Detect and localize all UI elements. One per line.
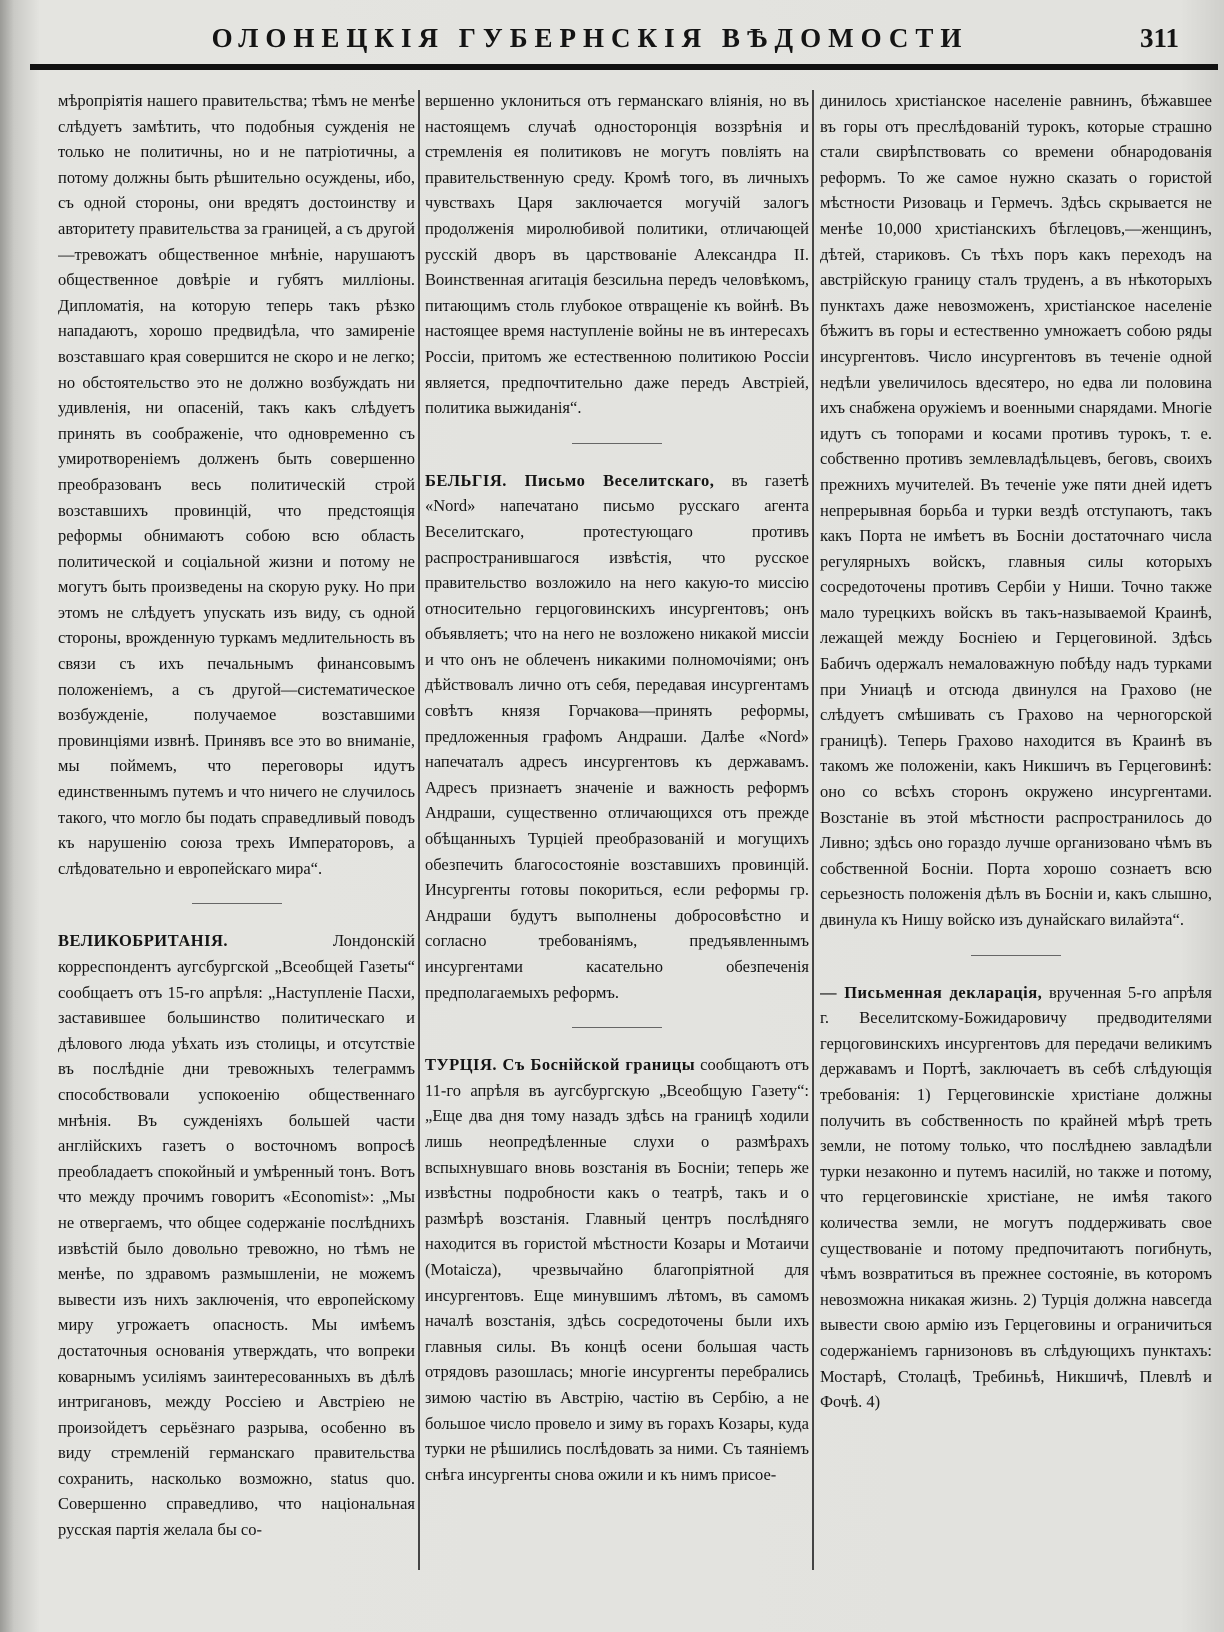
column-2 (425, 88, 809, 1620)
column-1 (58, 88, 415, 1620)
header-rule (30, 64, 1218, 70)
article-separator (192, 903, 282, 904)
article-heading: ВЕЛИКОБРИТАНІЯ. (58, 931, 229, 951)
article-great-britain (58, 928, 415, 1542)
article-body: сообщаютъ отъ 11-го апрѣля въ аугсбургскую „Всеобщую Газету“: „Еще два дня тому назадъ здѣсь на границѣ ходили лишь неопредѣленные слухи о размѣрахъ вспыхнувшаго вновь возстанія въ Босніи; теперь же извѣстны подробности какъ о театрѣ, такъ и о размѣрѣ возстанія. Главный центръ послѣдняго находится въ гористой мѣстности Козары и Мотаичи (Motaicza), чрезвычайно благопріятной для инсургентовъ. Еще минувшимъ лѣтомъ, въ самомъ началѣ возстанія, здѣсь сосредоточены были ихъ главныя силы. Въ концѣ осени большая часть отрядовъ разошлась; многіе инсургенты перебрались зимою частію въ Австрію, частію въ Сербію, а не большое число провело и зиму въ горахъ Козары, куда турки не рѣшились послѣдовать за ними. Съ таяніемъ снѣга инсургенты снова ожили и къ нимъ присое- (425, 1055, 809, 1484)
article-belgium (425, 468, 809, 1005)
article-body: врученная 5-го апрѣля г. Веселитскому-Божидаровичу предводителями герцоговинскихъ инсургентовъ для передачи великимъ державамъ и Портѣ, заключаетъ въ себѣ слѣдующія требованія: 1) Герцеговинскіе христіане должны получить въ собственность по крайней мѣрѣ треть земли, не потому только, что послѣднею завладѣли турки незаконно и путемъ насилій, но также и потому, что герцеговинскіе христіане, не имѣя такого количества земли, не могутъ поддерживать свое существованіе и потому предпочитаютъ погибнуть, чѣмъ возвратиться въ прежнее состояніе, въ которомъ невозможна никакая жизнь. 2) Турція должна навсегда вывести свою армію изъ Герцеговины и ограничиться содержаніемъ гарнизоновъ въ слѣдующихъ пунктахъ: Мостарѣ, Столацѣ, Требиньѣ, Никшичѣ, Плевлѣ и Фочѣ. 4) (820, 982, 1212, 1412)
newspaper-title: ОЛОНЕЦКІЯ ГУБЕРНСКІЯ ВѢДОМОСТИ (211, 23, 969, 53)
page-number: 311 (1140, 23, 1180, 53)
article-turkey (425, 1052, 809, 1487)
column-3 (820, 88, 1212, 1620)
article-heading: — Письменная декларація, (820, 982, 1043, 1002)
article-separator (572, 443, 662, 444)
article-continuation: вершенно уклониться отъ германскаго вліянія, но въ настоящемъ случаѣ односторонція воззрѣнія и стремленія ея политиковъ не могутъ повліять на правительственную среду. Кромѣ того, въ личныхъ чувствахъ Царя заключается могучій залогъ продолженія миролюбивой политики, отличающей русскій дворъ въ царствованіе Александра II. Воинственная агитація безсильна передъ человѣкомъ, питающимъ столь глубокое отвращеніе къ войнѣ. Въ настоящее время наступленіе войны не въ интересахъ Россіи, притомъ же естественною политикою Россіи является, предпочтительно даже передъ Австріей, политика выжиданія“. (425, 91, 809, 418)
article-separator (572, 1027, 662, 1028)
article-continuation: динилось христіанское населеніе равнинъ, бѣжавшее въ горы отъ преслѣдованій турокъ, которые страшно стали свирѣпствовать со времени обнародованія реформъ. То же самое нужно сказать о гористой мѣстности Ризоваць и Гермечъ. Здѣсь скрывается не менѣе 10,000 христіанскихъ бѣглецовъ,—женщинъ, дѣтей, стариковъ. Съ тѣхъ поръ какъ переходъ на австрійскую границу сталъ труденъ, а въ нѣкоторыхъ пунктахъ даже невозможенъ, христіанское населеніе бѣжитъ въ горы и естественно умножаетъ собою ряды инсургентовъ. Число инсургентовъ въ теченіе одной недѣли увеличилось вдесятеро, но едва ли половина ихъ снабжена оружіемъ и военными снарядами. Многіе идутъ съ топорами и косами противъ турокъ, т. е. собственно противъ землевладѣльцевъ, беговъ, своихъ прежнихъ мучителей. Въ теченіе уже пяти дней идетъ непрерывная борьба и турки вездѣ отступаютъ, такъ какъ Порта не имѣетъ въ Босніи достаточнаго числа регулярныхъ войскъ, главныя силы которыхъ сосредоточены противъ Сербіи у Ниши. Точно также мало турецкихъ войскъ въ такъ-называемой Краинѣ, лежащей между Босніею и Герцеговиной. Здѣсь Бабичъ одержалъ немаловажную побѣду надъ турками при Униацѣ и отсюда двинулся на Грахово (не слѣдуетъ смѣшивать съ Грахово на черногорской границѣ). Теперь Грахово находится въ Краинѣ въ такомъ же положеніи, какъ Никшичъ въ Герцеговинѣ: оно со всѣхъ сторонъ окружено инсургентами. Возстаніе въ этой мѣстности распространилось до Ливно; здѣсь оно гораздо лучше организовано чѣмъ въ собственной Босніи. Порта хорошо сознаетъ всю серьезность положенія дѣлъ въ Босніи и, какъ слышно, двинула къ Нишу войско изъ дунайскаго вилайэта“. (820, 91, 1212, 929)
article-heading: БЕЛЬГІЯ. Письмо Веселитскаго, (425, 470, 715, 490)
article-body: Лондонскій корреспондентъ аугсбургской „Всеобщей Газеты“ сообщаетъ отъ 15-го апрѣля: „Наступленіе Пасхи, заставившее большинство политическаго и дѣлового люда уѣхать изъ столицы, и отсутствіе въ послѣдніе дни тревожныхъ телеграммъ способствовали успокоенію общественнаго мнѣнія. Въ сужденіяхъ большей части англійскихъ газетъ о восточномъ вопросѣ преобладаетъ спокойный и умѣренный тонъ. Вотъ что между прочимъ говоритъ «Economist»: „Мы не отвергаемъ, что общее содержаніе послѣднихъ извѣстій было довольно тревожно, но тѣмъ не менѣе, по здравомъ размышленіи, не можемъ вывести изъ нихъ заключенія, что европейскому миру угрожаетъ опасность. Мы имѣемъ достаточныя основанія утверждать, что вопреки коварнымъ усиліямъ заинтересованныхъ въ дѣлѣ интригановъ, между Россіею и Австріею не произойдетъ серьёзнаго разрыва, особенно въ виду стремленій германскаго правительства сохранить, насколько возможно, status quo. Совершенно справедливо, что національная русская партія желала бы со- (58, 931, 415, 1540)
column-divider (418, 90, 420, 1570)
column-divider (812, 90, 814, 1570)
article-separator (971, 955, 1061, 956)
article-heading: ТУРЦІЯ. Съ Боснійской границы (425, 1055, 696, 1075)
article-declaration (820, 980, 1212, 1415)
article-continuation: мѣропріятія нашего правительства; тѣмъ не менѣе слѣдуетъ замѣтить, что подобныя сужденія не только не политичны, но и не патріотичны, а потому должны быть рѣшительно осуждены, ибо, съ одной стороны, они вредятъ достоинству и авторитету правительства за границей, а съ другой—тревожатъ общественное мнѣніе, нарушаютъ общественное довѣріе и губятъ милліоны. Дипломатія, на которую теперь такъ рѣзко нападаютъ, хорошо предвидѣла, что замиреніе возставшаго края совершится не скоро и не легко; но обстоятельство это не должно возбуждать ни удивленія, ни опасеній, такъ какъ слѣдуетъ принять въ соображеніе, что одновременно съ умиротвореніемъ долженъ быть совершенно преобразованъ весь политическій строй возставшихъ провинцій, что предстоящія реформы обнимаютъ собою всю область политической и соціальной жизни и потому не могутъ быть произведены на скорую руку. Но при этомъ не слѣдуетъ упускать изъ виду, съ одной стороны, врожденную туркамъ медлительность въ связи съ ихъ печальнымъ финансовымъ положеніемъ, а съ другой—систематическое возбужденіе, получаемое возставшими провинціями извнѣ. Принявъ все это во вниманіе, мы поймемъ, что переговоры идутъ единственнымъ путемъ и что ничего не случилось такого, что могло бы подать справедливый поводъ къ нарушенію союза трехъ Императоровъ, а слѣдовательно и европейскаго мира“. (58, 91, 415, 878)
article-body: въ газетѣ «Nord» напечатано письмо русскаго агента Веселитскаго, протестующаго противъ распространившагося извѣстія, что русское правительство возложило на него какую-то миссію относительно герцоговинскихъ инсургентовъ; онъ объявляетъ; что на него не возложено никакой миссіи и что онъ не облеченъ никакими полномочіями; онъ дѣйствовалъ лично отъ себя, передавая инсургентамъ совѣтъ князя Горчакова—принять реформы, предложенныя графомъ Андраши. Далѣе «Nord» напечаталъ адресъ инсургентовъ къ державамъ. Адресъ признаетъ значеніе и важность реформъ Андраши, существенно отличающихся отъ прежде обѣщанныхъ Турціей преобразованій и могущихъ обезпечить благосостояніе возставшихъ провинцій. Инсургенты готовы покориться, если реформы гр. Андраши будутъ выполнены добросовѣстно и согласно требованіямъ, предъявленнымъ инсургентами касательно обезпеченія предполагаемыхъ реформъ. (425, 470, 809, 1002)
